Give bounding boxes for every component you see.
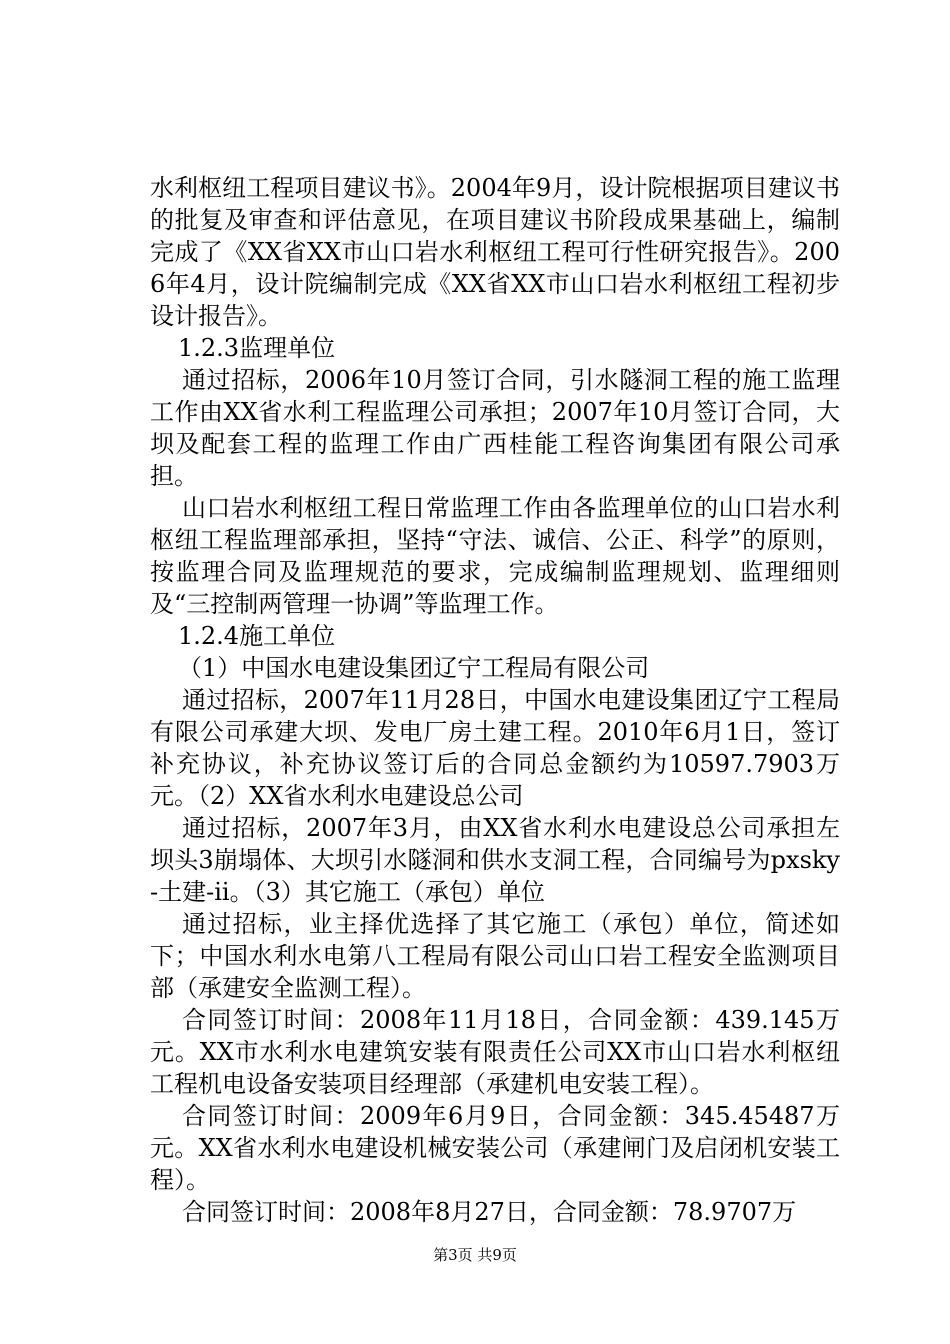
paragraph-contract-gates: 合同签订时间：2008年8月27日，合同金额：78.9707万 [182, 1198, 797, 1226]
paragraph-supervision-duties: 山口岩水利枢纽工程日常监理工作由各监理单位的山口岩水利枢纽工程监理部承担，坚持“守法、诚信、公正、科学”的原则，按监理合同及监理规范的要求，完成编制监理规划、监理细则及“三控制两管理一协调”等监理工作。 [150, 494, 840, 618]
page-footer: 第3页 共9页 [433, 1246, 517, 1264]
paragraph-other-contractors: 通过招标，业主择优选择了其它施工（承包）单位，简述如下；中国水利水电第八工程局有限公司山口岩工程安全监测项目部（承建安全监测工程）。 [150, 910, 840, 1002]
paragraph-contract-safety-monitoring: 合同签订时间：2008年11月18日，合同金额：439.145万元。XX市水利水电建筑安装有限责任公司XX市山口岩水利枢纽工程机电设备安装项目经理部（承建机电安装工程）。 [150, 1006, 840, 1098]
paragraph-project-background: 水利枢纽工程项目建议书》。2004年9月，设计院根据项目建议书的批复及审查和评估意见，在项目建议书阶段成果基础上，编制完成了《XX省XX市山口岩水利枢纽工程可行性研究报告》。2006年4月，设计院编制完成《XX省XX市山口岩水利枢纽工程初步设计报告》。 [150, 174, 840, 330]
paragraph-contractor-1: 通过招标，2007年11月28日，中国水电建设集团辽宁工程局有限公司承建大坝、发电厂房土建工程。2010年6月1日，签订补充协议，补充协议签订后的合同总金额约为10597.7903万元。（2）XX省水利水电建设总公司 [150, 686, 840, 810]
paragraph-contractor-2: 通过招标，2007年3月，由XX省水利水电建设总公司承担左坝头3崩塌体、大坝引水隧洞和供水支洞工程，合同编号为pxsky-土建-ii。（3）其它施工（承包）单位 [150, 814, 840, 906]
paragraph-contract-electromechanical: 合同签订时间：2009年6月9日，合同金额：345.45487万元。XX省水利水电建设机械安装公司（承建闸门及启闭机安装工程）。 [150, 1102, 840, 1194]
section-heading-supervision: 1.2.3监理单位 [178, 334, 336, 362]
paragraph-supervision-contracts: 通过招标，2006年10月签订合同，引水隧洞工程的施工监理工作由XX省水利工程监理公司承担；2007年10月签订合同，大坝及配套工程的监理工作由广西桂能工程咨询集团有限公司承担。 [150, 366, 840, 490]
section-heading-construction: 1.2.4施工单位 [178, 622, 336, 650]
document-body [150, 172, 840, 1228]
subheading-contractor-1: （1）中国水电建设集团辽宁工程局有限公司 [178, 654, 650, 682]
